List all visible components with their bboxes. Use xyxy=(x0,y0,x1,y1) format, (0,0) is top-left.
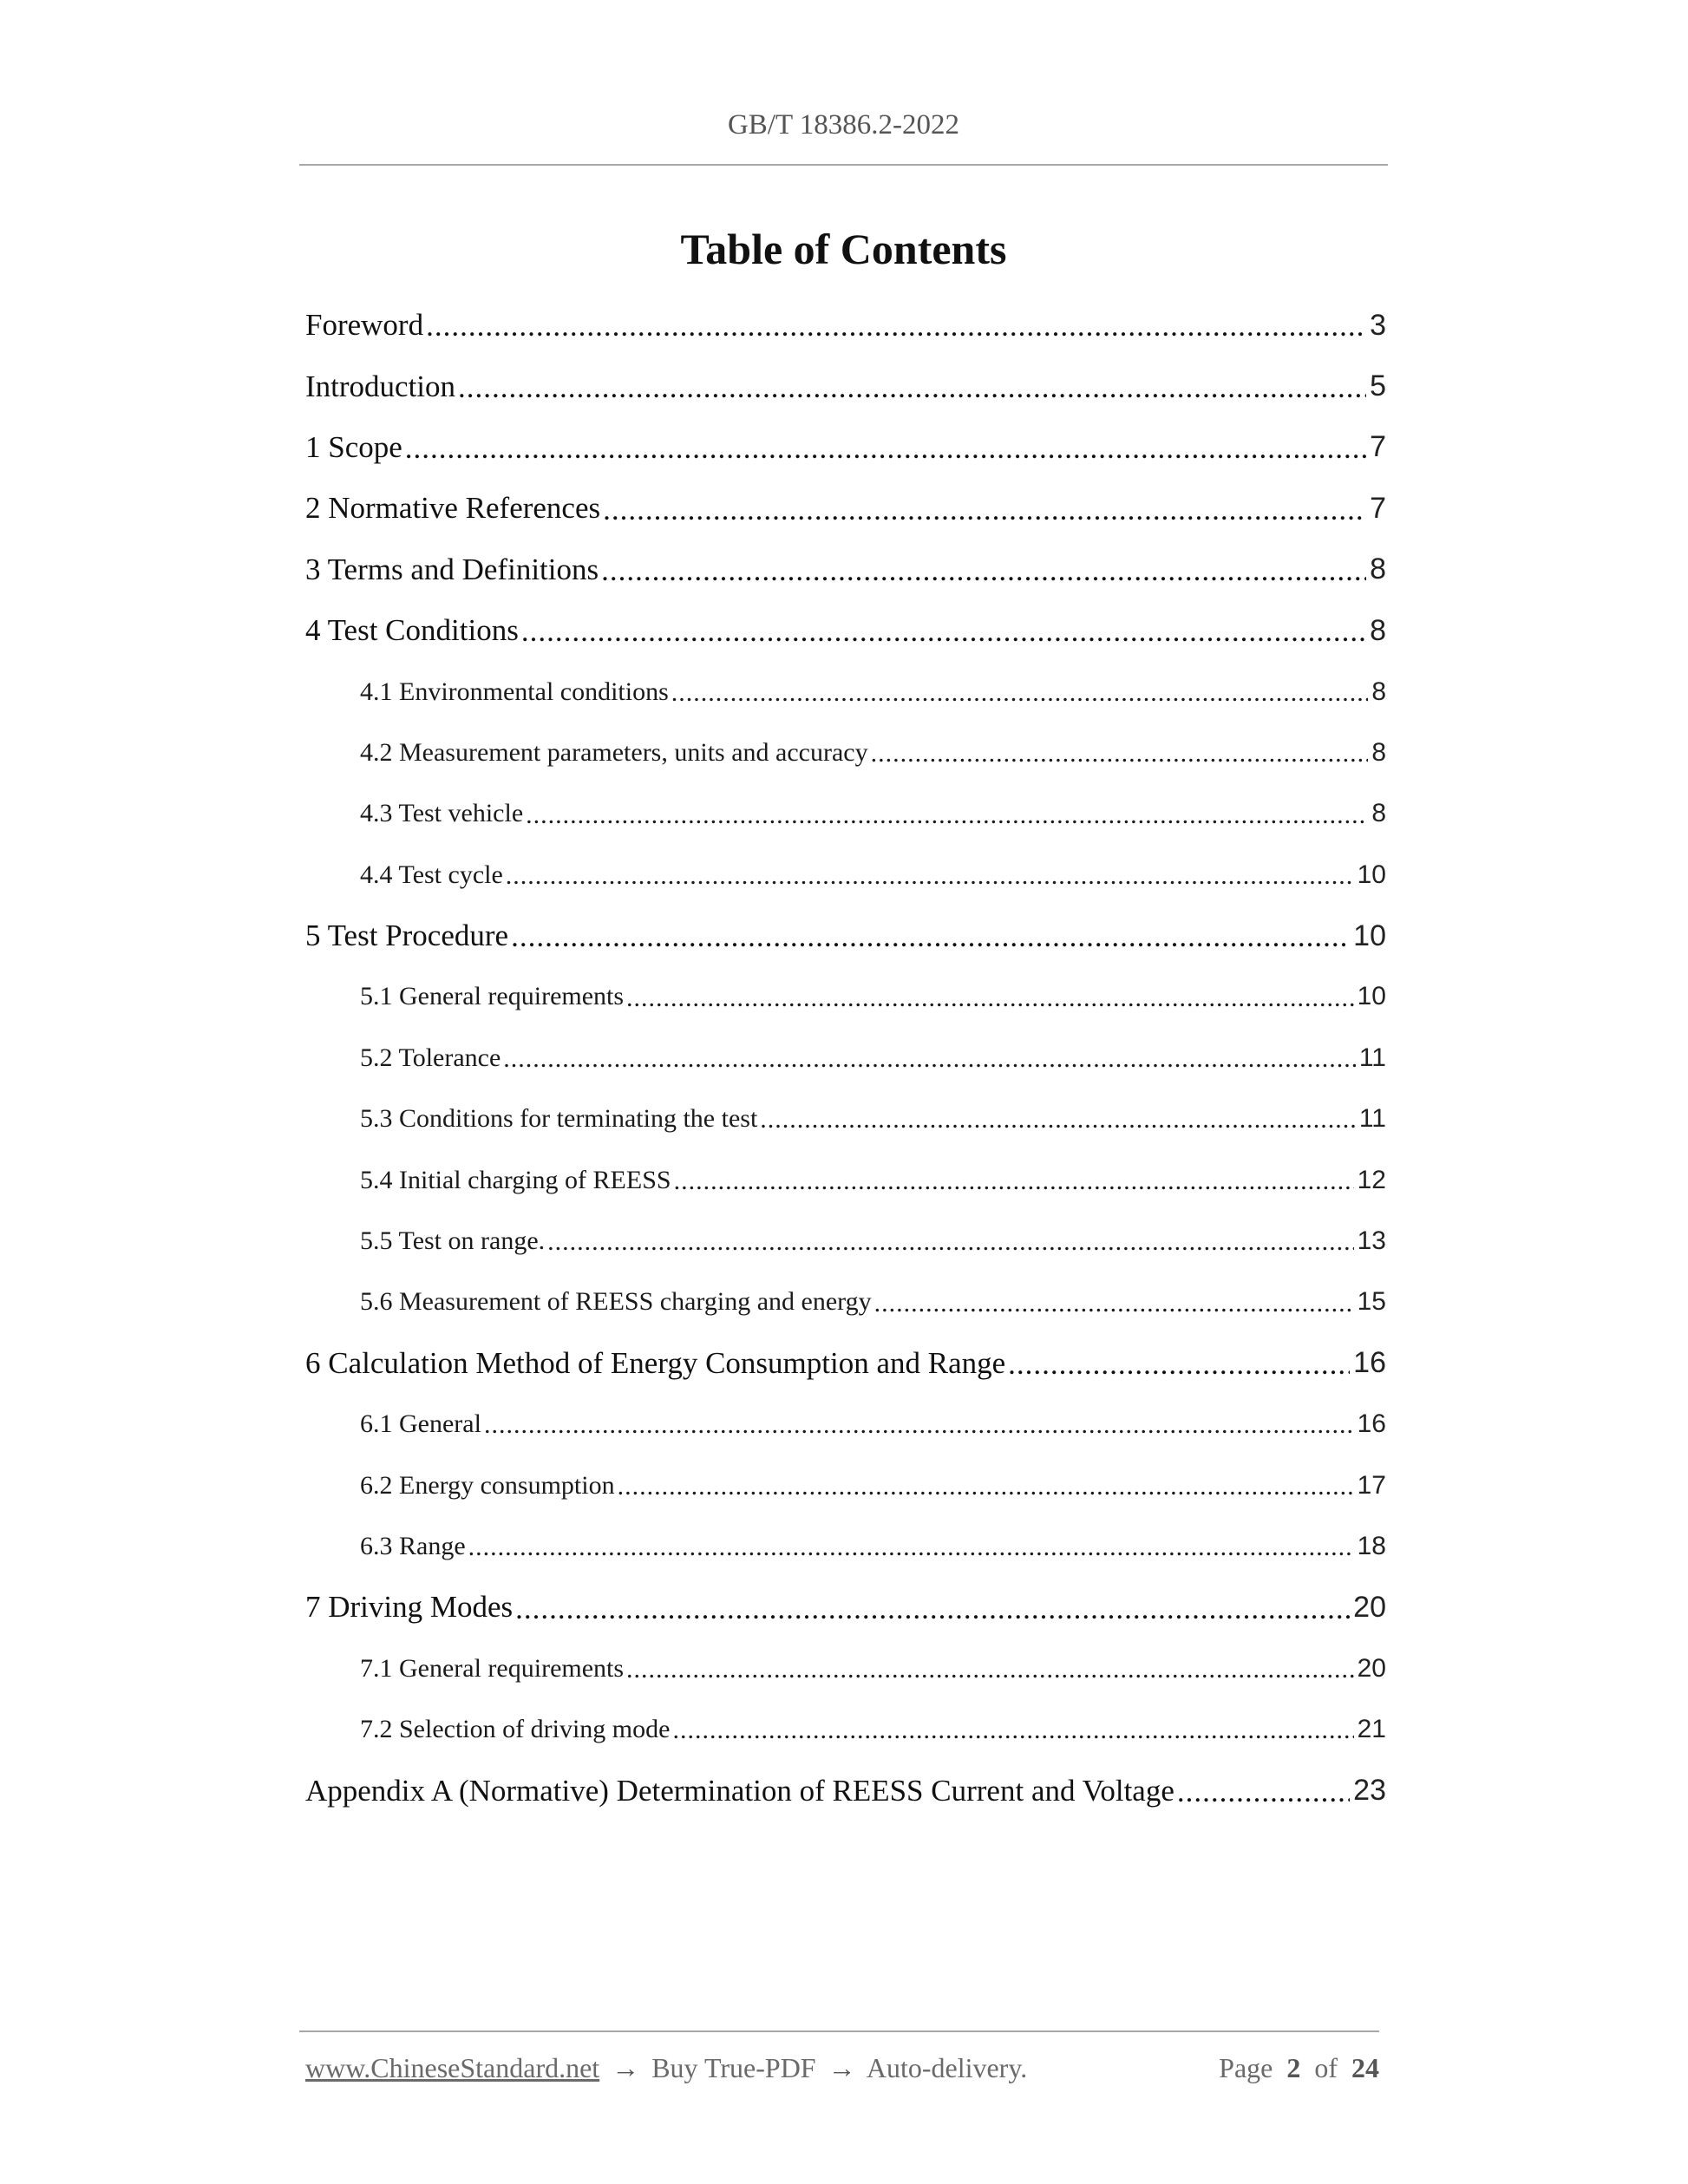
toc-entry-page: 13 xyxy=(1357,1226,1386,1256)
toc-entry-scope[interactable] xyxy=(305,417,1386,478)
toc-entry-page: 20 xyxy=(1353,1590,1386,1624)
toc-entry-title: 4.2 Measurement parameters, units and accuracy xyxy=(360,737,868,767)
toc-entry-page: 10 xyxy=(1357,982,1386,1011)
dot-leader xyxy=(405,433,1366,478)
toc-entry-page: 8 xyxy=(1371,677,1386,706)
dot-leader xyxy=(871,741,1369,783)
dot-leader xyxy=(674,1168,1354,1211)
toc-entry-title: 5.6 Measurement of REESS charging and energy xyxy=(360,1287,872,1317)
toc-entry-page: 11 xyxy=(1358,1104,1386,1134)
toc-entry-title: Foreword xyxy=(305,308,424,343)
toc-entry-page: 16 xyxy=(1353,1346,1386,1380)
toc-entry-appendix-a[interactable] xyxy=(305,1760,1386,1821)
auto-delivery-text: Auto-delivery. xyxy=(866,2052,1028,2083)
toc-entry-title: 1 Scope xyxy=(305,429,402,464)
dot-leader xyxy=(515,1593,1350,1638)
dot-leader xyxy=(618,1474,1354,1516)
toc-entry-page: 7 xyxy=(1370,491,1386,525)
toc-entry-title: 4 Test Conditions xyxy=(305,613,519,648)
dot-leader xyxy=(601,555,1366,600)
toc-title: Table of Contents xyxy=(680,225,1007,273)
toc-entry-page: 10 xyxy=(1353,919,1386,952)
page-indicator xyxy=(1219,2052,1379,2084)
toc-entry-title: 5.4 Initial charging of REESS xyxy=(360,1165,671,1194)
dot-leader xyxy=(626,1657,1354,1699)
toc-entry-calculation-method[interactable] xyxy=(305,1333,1386,1394)
toc-entry-test-procedure[interactable] xyxy=(305,906,1386,966)
buy-pdf-text: Buy True-PDF xyxy=(651,2052,816,2083)
dot-leader xyxy=(426,311,1366,356)
dot-leader xyxy=(1177,1776,1350,1821)
dot-leader xyxy=(760,1107,1356,1149)
toc-entry-title: 6.3 Range xyxy=(360,1532,466,1560)
toc-entry-terms-definitions[interactable] xyxy=(305,539,1386,600)
toc-entry-foreword[interactable] xyxy=(305,295,1386,356)
dot-leader xyxy=(672,1717,1353,1760)
footer-promo xyxy=(305,2052,1027,2084)
dot-leader xyxy=(671,680,1369,723)
toc-entry-title: 5.1 General requirements xyxy=(360,982,625,1011)
toc-entry-title: 4.1 Environmental conditions xyxy=(360,677,669,706)
toc-entry-page: 15 xyxy=(1357,1287,1386,1317)
toc-entry-title: 6.2 Energy consumption xyxy=(360,1470,615,1500)
toc-entry-title: 7.2 Selection of driving mode xyxy=(360,1715,671,1744)
toc-entry-title: 6.1 General xyxy=(360,1409,481,1439)
toc-entry-title: 2 Normative References xyxy=(305,491,601,526)
toc-entry-page: 17 xyxy=(1357,1470,1386,1500)
page-total: 24 xyxy=(1351,2052,1379,2083)
toc-entry-test-conditions[interactable] xyxy=(305,600,1386,661)
dot-leader xyxy=(1008,1349,1350,1394)
toc-entry-6-1[interactable] xyxy=(305,1394,1386,1455)
dot-leader xyxy=(626,985,1354,1028)
toc-entry-title: 3 Terms and Definitions xyxy=(305,552,599,586)
dot-leader xyxy=(521,616,1366,661)
toc-entry-5-4[interactable] xyxy=(305,1149,1386,1210)
toc-entry-page: 8 xyxy=(1370,613,1386,647)
dot-leader xyxy=(458,372,1366,417)
footer-divider xyxy=(299,2030,1379,2032)
header-divider xyxy=(299,164,1388,166)
toc-entry-5-2[interactable] xyxy=(305,1028,1386,1089)
toc-entry-4-4[interactable] xyxy=(305,845,1386,906)
toc-entry-title: 6 Calculation Method of Energy Consumption and Range xyxy=(305,1345,1006,1380)
document-header-id: GB/T 18386.2-2022 xyxy=(727,109,960,141)
toc-entry-page: 16 xyxy=(1357,1409,1386,1439)
toc-entry-introduction[interactable] xyxy=(305,356,1386,416)
page-label: Page xyxy=(1219,2052,1273,2083)
toc-entry-4-3[interactable] xyxy=(305,783,1386,844)
toc-entry-title: 7 Driving Modes xyxy=(305,1590,514,1625)
toc-entry-page: 18 xyxy=(1357,1532,1386,1560)
arrow-right-icon: → xyxy=(828,2052,856,2083)
toc-entry-5-5[interactable] xyxy=(305,1211,1386,1272)
toc-entry-page: 8 xyxy=(1371,799,1386,828)
toc-entry-4-2[interactable] xyxy=(305,723,1386,783)
toc-entry-title: Appendix A (Normative) Determination of REESS Current and Voltage xyxy=(305,1773,1174,1808)
table-of-contents xyxy=(305,295,1386,1821)
toc-entry-title: 4.4 Test cycle xyxy=(360,860,503,889)
toc-entry-page: 8 xyxy=(1370,553,1386,586)
toc-entry-page: 12 xyxy=(1357,1165,1386,1194)
toc-entry-6-3[interactable] xyxy=(305,1516,1386,1577)
toc-entry-5-3[interactable] xyxy=(305,1089,1386,1149)
toc-entry-title: 5.2 Tolerance xyxy=(360,1043,501,1072)
dot-leader xyxy=(874,1291,1354,1333)
toc-entry-page: 7 xyxy=(1370,430,1386,464)
dot-leader xyxy=(603,494,1366,539)
toc-entry-title: 7.1 General requirements xyxy=(360,1653,625,1683)
toc-entry-title: Introduction xyxy=(305,369,456,403)
dot-leader xyxy=(468,1534,1354,1577)
dot-leader xyxy=(526,802,1368,845)
toc-entry-page: 23 xyxy=(1353,1774,1386,1808)
dot-leader xyxy=(547,1229,1353,1272)
page-current: 2 xyxy=(1286,2052,1301,2083)
toc-entry-page: 10 xyxy=(1357,860,1386,889)
toc-entry-page: 20 xyxy=(1357,1653,1386,1683)
site-link[interactable]: www.ChineseStandard.net xyxy=(305,2052,600,2083)
arrow-right-icon: → xyxy=(612,2052,640,2083)
toc-entry-title: 5.5 Test on range. xyxy=(360,1226,546,1256)
toc-entry-page: 8 xyxy=(1371,737,1386,767)
toc-entry-7-2[interactable] xyxy=(305,1699,1386,1760)
toc-entry-4-1[interactable] xyxy=(305,661,1386,722)
toc-entry-title: 5 Test Procedure xyxy=(305,919,509,953)
dot-leader xyxy=(511,921,1350,966)
dot-leader xyxy=(503,1046,1356,1089)
toc-entry-7-1[interactable] xyxy=(305,1638,1386,1699)
toc-entry-driving-modes[interactable] xyxy=(305,1577,1386,1638)
toc-entry-normative-references[interactable] xyxy=(305,478,1386,539)
dot-leader xyxy=(484,1412,1354,1455)
toc-entry-page: 5 xyxy=(1370,369,1386,403)
toc-entry-5-1[interactable] xyxy=(305,966,1386,1027)
toc-entry-page: 11 xyxy=(1358,1043,1386,1072)
dot-leader xyxy=(506,863,1354,906)
page-footer xyxy=(305,2052,1379,2084)
toc-entry-page: 3 xyxy=(1370,308,1386,342)
toc-entry-6-2[interactable] xyxy=(305,1455,1386,1515)
toc-entry-page: 21 xyxy=(1357,1715,1386,1744)
toc-entry-title: 5.3 Conditions for terminating the test xyxy=(360,1104,758,1134)
toc-entry-5-6[interactable] xyxy=(305,1272,1386,1332)
toc-entry-title: 4.3 Test vehicle xyxy=(360,799,524,828)
page-of-label: of xyxy=(1314,2052,1338,2083)
